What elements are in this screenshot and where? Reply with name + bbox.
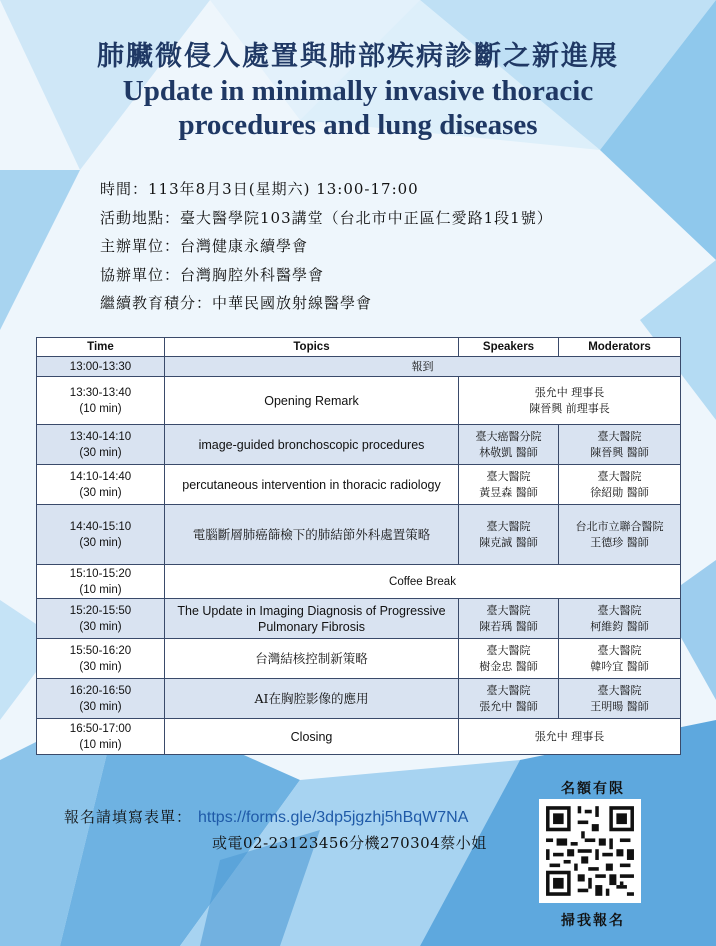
table-row (37, 599, 681, 639)
speaker-cell: 張允中 理事長 (459, 719, 681, 755)
registration-label: 報名請填寫表單： (64, 808, 193, 826)
moderator-cell: 臺大醫院 陳晉興 醫師 (559, 425, 681, 465)
title-english (0, 74, 716, 142)
table-row (37, 357, 681, 377)
qr-code-icon[interactable] (539, 799, 641, 903)
time-cell: 14:40-15:10 (30 min) (37, 505, 165, 565)
topic-cell: The Update in Imaging Diagnosis of Progressive Pulmonary Fibrosis (165, 599, 459, 639)
title-chinese: 肺臟微侵入處置與肺部疾病診斷之新進展 (97, 41, 619, 72)
topic-cell: Opening Remark (165, 377, 459, 425)
table-row (37, 425, 681, 465)
scan-to-register-label: 掃我報名 (561, 913, 625, 929)
speaker-cell: 臺大醫院 陳克誠 醫師 (459, 505, 559, 565)
speaker-cell: 臺大醫院 樹金忠 醫師 (459, 639, 559, 679)
time-cell: 15:50-16:20 (30 min) (37, 639, 165, 679)
time-cell: 13:40-14:10 (30 min) (37, 425, 165, 465)
header-topics: Topics (165, 338, 459, 357)
table-row (37, 639, 681, 679)
table-row (37, 377, 681, 425)
time-cell: 14:10-14:40 (30 min) (37, 465, 165, 505)
time-cell: 13:00-13:30 (37, 357, 165, 377)
info-co-organizer: 協辦單位：台灣胸腔外科醫學會 (100, 265, 325, 284)
header-moderators: Moderators (559, 338, 681, 357)
moderator-cell: 臺大醫院 徐紹勛 醫師 (559, 465, 681, 505)
table-row (37, 679, 681, 719)
table-row (37, 465, 681, 505)
speaker-cell: 臺大醫院 黃昱森 醫師 (459, 465, 559, 505)
table-row (37, 565, 681, 599)
info-time: 時間：113年8月3日(星期六) 13:00-17:00 (100, 180, 419, 198)
title-english-line-2: procedures and lung diseases (178, 109, 538, 141)
topic-cell: percutaneous intervention in thoracic radiology (165, 465, 459, 505)
time-cell: 15:10-15:20 (10 min) (37, 565, 165, 599)
table-row (37, 719, 681, 755)
info-credits: 繼續教育積分：中華民國放射線醫學會 (100, 294, 373, 312)
topic-cell: Closing (165, 719, 459, 755)
speaker-cell: 張允中 理事長 陳晉興 前理事長 (459, 377, 681, 425)
title-english-line-1: Update in minimally invasive thoracic (122, 75, 594, 107)
info-venue: 活動地點：臺大醫學院103講堂（台北市中正區仁愛路1段1號） (100, 208, 553, 227)
schedule-table (36, 337, 681, 755)
topic-cell: 台灣結核控制新策略 (165, 639, 459, 679)
topic-cell: 報到 (165, 357, 681, 377)
speaker-cell: 臺大醫院 張允中 醫師 (459, 679, 559, 719)
table-row (37, 505, 681, 565)
time-cell: 15:20-15:50 (30 min) (37, 599, 165, 639)
topic-cell: 電腦斷層肺癌篩檢下的肺結節外科處置策略 (165, 505, 459, 565)
speaker-cell: 臺大醫院 陳若瑀 醫師 (459, 599, 559, 639)
limited-seats-label: 名額有限 (561, 781, 625, 797)
moderator-cell: 臺大醫院 王明暘 醫師 (559, 679, 681, 719)
registration-link[interactable]: https://forms.gle/3dp5jgzhj5hBqW7NA (198, 809, 469, 826)
time-cell: 16:50-17:00 (10 min) (37, 719, 165, 755)
info-organizer: 主辦單位：台灣健康永續學會 (100, 237, 309, 255)
time-cell: 13:30-13:40 (10 min) (37, 377, 165, 425)
topic-cell: image-guided bronchoscopic procedures (165, 425, 459, 465)
header-speakers: Speakers (459, 338, 559, 357)
schedule-header-row (37, 338, 681, 357)
header-time: Time (37, 338, 165, 357)
time-cell: 16:20-16:50 (30 min) (37, 679, 165, 719)
moderator-cell: 臺大醫院 韓吟宜 醫師 (559, 639, 681, 679)
speaker-cell: 臺大癌醫分院 林敬凱 醫師 (459, 425, 559, 465)
topic-cell: AI在胸腔影像的應用 (165, 679, 459, 719)
moderator-cell: 台北市立聯合醫院 王德珍 醫師 (559, 505, 681, 565)
moderator-cell: 臺大醫院 柯維鈞 醫師 (559, 599, 681, 639)
topic-cell: Coffee Break (165, 565, 681, 599)
event-info (100, 178, 700, 321)
registration-phone: 或電02-23123456分機270304蔡小姐 (212, 834, 487, 852)
registration-line (64, 806, 468, 827)
